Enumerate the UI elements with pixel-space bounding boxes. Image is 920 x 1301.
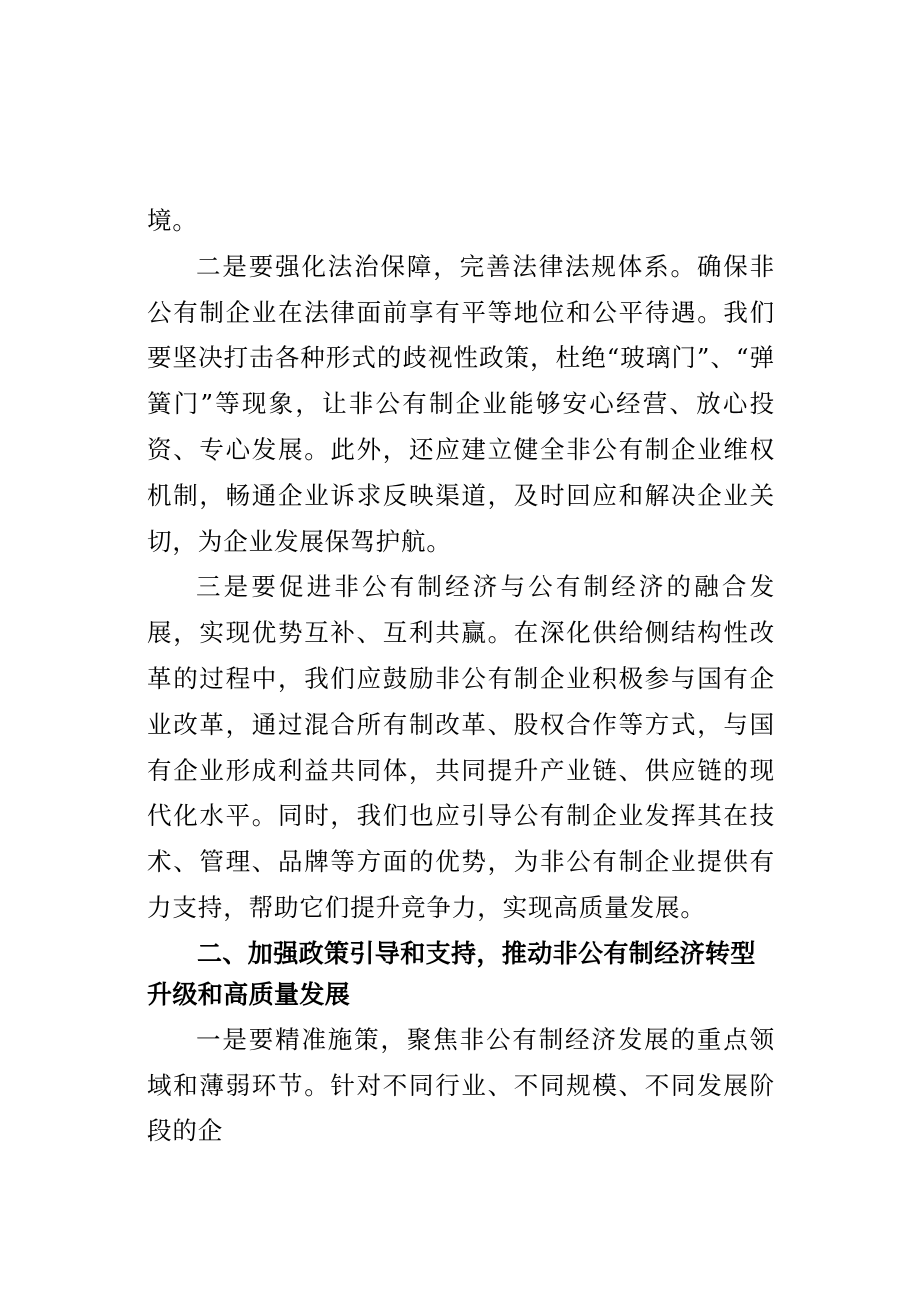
section-heading: 二、加强政策引导和支持，推动非公有制经济转型升级和高质量发展 xyxy=(147,938,756,1009)
paragraph-continuation: 境。 xyxy=(147,206,198,235)
paragraph-precise-policy: 一是要精准施策，聚焦非公有制经济发展的重点领域和薄弱环节。针对不同行业、不同规模、不同发展阶段的企 xyxy=(147,1024,775,1146)
paragraph-integrated-development: 三是要促进非公有制经济与公有制经济的融合发展，实现优势互补、互利共赢。在深化供给侧结构性改革的过程中，我们应鼓励非公有制企业积极参与国有企业改革，通过混合所有制改革、股权合作等方式，与国有企业形成利益共同体，共同提升产业链、供应链的现代化水平。同时，我们也应引导公有制企业发挥其在技术、管理、品牌等方面的优势，为非公有制企业提供有力支持，帮助它们提升竞争力，实现高质量发展。 xyxy=(147,572,775,922)
document-body xyxy=(147,198,775,1154)
paragraph-rule-of-law: 二是要强化法治保障，完善法律法规体系。确保非公有制企业在法律面前享有平等地位和公平待遇。我们要坚决打击各种形式的歧视性政策，杜绝“玻璃门”、“弹簧门”等现象，让非公有制企业能够安心经营、放心投资、专心发展。此外，还应建立健全非公有制企业维权机制，畅通企业诉求反映渠道，及时回应和解决企业关切，为企业发展保驾护航。 xyxy=(147,251,775,556)
